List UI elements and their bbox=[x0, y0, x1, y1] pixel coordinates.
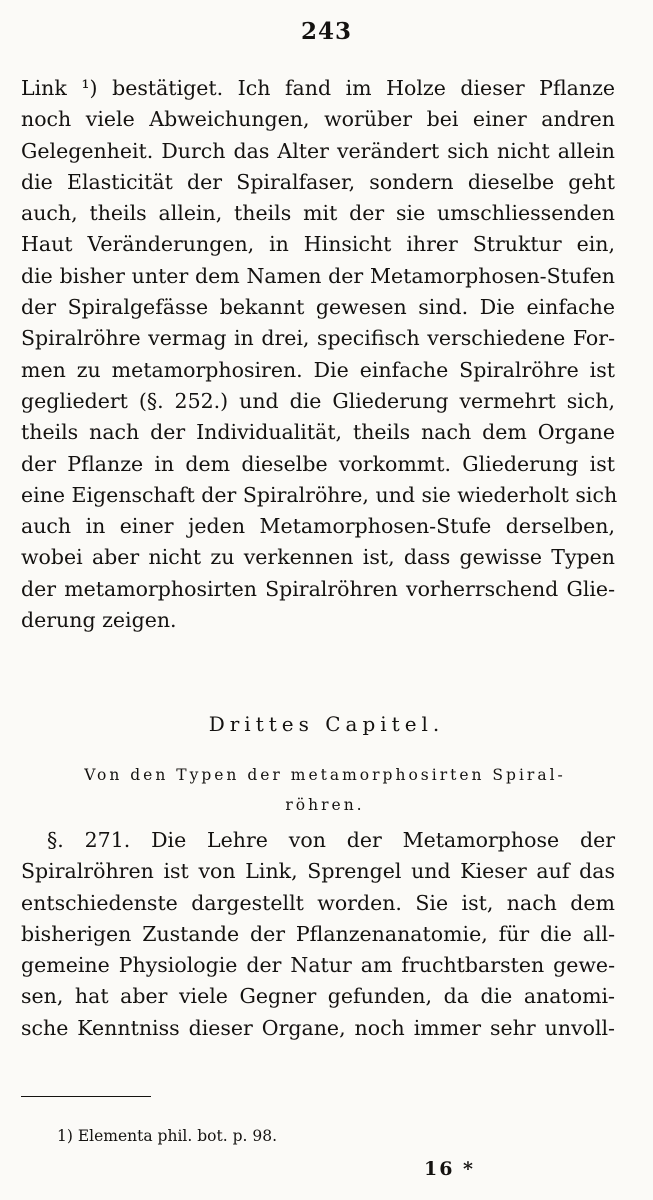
text-line: theils nach der Individualität, theils nach dem Organe bbox=[21, 420, 615, 445]
text-line: Link ¹) bestätiget. Ich fand im Holze dieser Pflanze bbox=[21, 76, 615, 100]
text-line: Spiralröhren ist von Link, Sprengel und Kieser auf das bbox=[21, 859, 615, 884]
text-line: Spiralröhre vermag in drei, specifisch verschiedene For- bbox=[21, 326, 615, 351]
text-line: der Spiralgefässe bekannt gewesen sind. Die einfache bbox=[21, 295, 615, 320]
chapter-title: Drittes Capitel. bbox=[208, 712, 445, 736]
footnote-marker: 1) bbox=[57, 1127, 73, 1145]
text-line: die bisher unter dem Namen der Metamorphosen-Stufen bbox=[21, 263, 615, 288]
text-line: bisherigen Zustande der Pflanzenanatomie, für die all- bbox=[21, 921, 615, 946]
footnote-divider bbox=[21, 1096, 151, 1097]
text-line: sche Kenntniss dieser Organe, noch immer sehr unvoll- bbox=[21, 1015, 615, 1040]
text-line: der Pflanze in dem dieselbe vorkommt. Gliederung ist bbox=[21, 451, 615, 476]
intro-paragraph bbox=[21, 73, 618, 636]
text-line: Gelegenheit. Durch das Alter verändert sich nicht allein bbox=[21, 138, 615, 163]
text-line: entschiedenste dargestellt worden. Sie ist, nach dem bbox=[21, 890, 615, 915]
text-line: noch viele Abweichungen, worüber bei einer andren bbox=[21, 107, 615, 132]
text-line: auch, theils allein, theils mit der sie umschliessenden bbox=[21, 201, 615, 226]
footnote-text: Elementa phil. bot. p. 98. bbox=[77, 1127, 277, 1145]
text-line: gemeine Physiologie der Natur am fruchtbarsten gewe- bbox=[21, 953, 615, 978]
footnote bbox=[57, 1127, 277, 1145]
text-line: wobei aber nicht zu verkennen ist, dass gewisse Typen bbox=[21, 545, 615, 570]
text-line: gegliedert (§. 252.) und die Gliederung vermehrt sich, bbox=[21, 388, 615, 413]
page-number: 243 bbox=[300, 18, 352, 45]
text-line: sen, hat aber viele Gegner gefunden, da die anatomi- bbox=[21, 984, 615, 1009]
chapter-subtitle-line: röhren. bbox=[285, 796, 365, 814]
text-line: eine Eigenschaft der Spiralröhre, und sie wiederholt sich bbox=[21, 482, 618, 507]
text-line: Haut Veränderungen, in Hinsicht ihrer Struktur ein, bbox=[21, 232, 615, 257]
text-line: auch in einer jeden Metamorphosen-Stufe derselben, bbox=[21, 514, 615, 539]
text-line: men zu metamorphosiren. Die einfache Spiralröhre ist bbox=[21, 357, 615, 382]
text-line: §. 271. Die Lehre von der Metamorphose der bbox=[47, 828, 615, 852]
section-paragraph bbox=[21, 825, 615, 1044]
signature-mark: 16 * bbox=[424, 1158, 475, 1180]
chapter-subtitle bbox=[30, 760, 620, 820]
chapter-subtitle-line: Von den Typen der metamorphosirten Spiral- bbox=[84, 766, 566, 784]
text-line: die Elasticität der Spiralfaser, sondern dieselbe geht bbox=[21, 169, 615, 194]
text-line: der metamorphosirten Spiralröhren vorherrschend Glie- bbox=[21, 576, 615, 601]
text-line: derung zeigen. bbox=[21, 608, 177, 633]
